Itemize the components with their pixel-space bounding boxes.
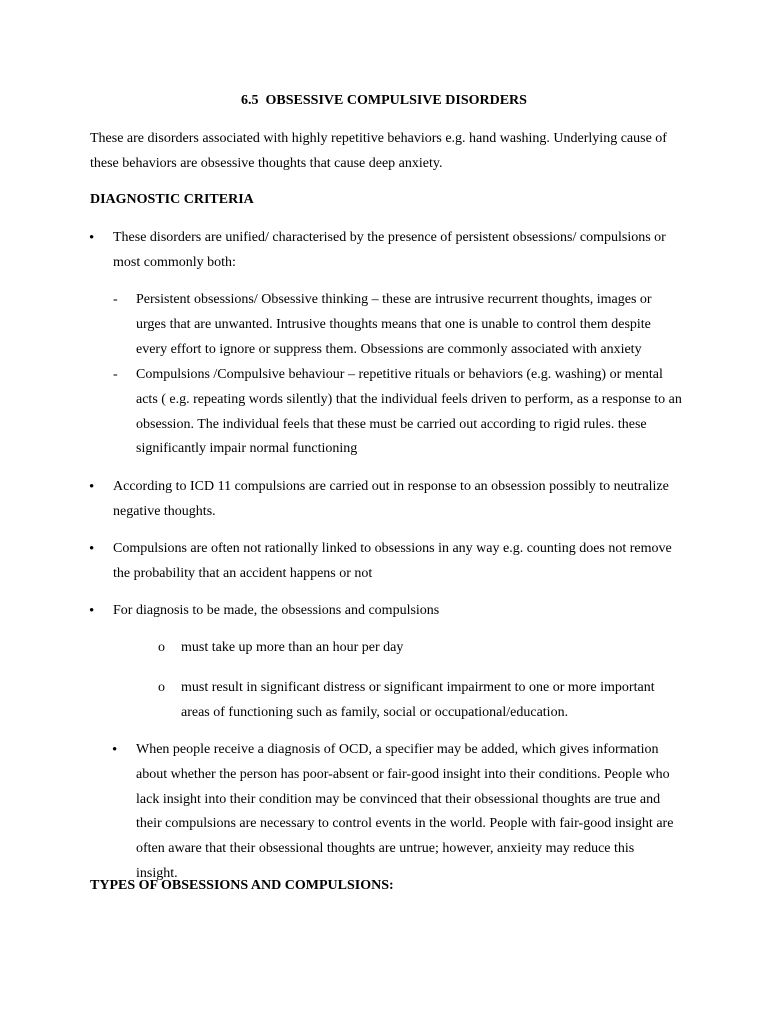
dash-icon: - bbox=[113, 292, 118, 307]
bullet-icon: • bbox=[89, 541, 95, 557]
circle-bullet-icon: o bbox=[158, 680, 165, 695]
diagnostic-criteria-heading: DIAGNOSTIC CRITERIA bbox=[90, 192, 254, 207]
criteria-bullet-1: These disorders are unified/ characterised by the presence of persistent obsessions/ compulsions or most commonly both: bbox=[113, 230, 666, 270]
dash-icon: - bbox=[113, 367, 118, 382]
bullet-icon: • bbox=[112, 742, 118, 758]
bullet-icon: • bbox=[89, 603, 95, 619]
section-title: 6.5 OBSESSIVE COMPULSIVE DISORDERS bbox=[241, 93, 527, 108]
bullet-icon: • bbox=[89, 230, 95, 246]
bullet-icon: • bbox=[89, 479, 95, 495]
criteria-bullet-3: Compulsions are often not rationally linked to obsessions in any way e.g. counting does not remove the probability that an accident happens or not bbox=[113, 541, 672, 581]
types-heading: TYPES OF OBSESSIONS AND COMPULSIONS: bbox=[90, 878, 394, 893]
sub-item-distress: must result in significant distress or significant impairment to one or more important areas of functioning such as family, social or occupational/education. bbox=[181, 680, 655, 720]
circle-bullet-icon: o bbox=[158, 640, 165, 655]
sub-item-obsessions: Persistent obsessions/ Obsessive thinking – these are intrusive recurrent thoughts, images or urges that are unwanted. Intrusive thoughts means that one is unable to control them despite every effort to ignore or suppress them. Obsessions are commonly associated with anxiety bbox=[136, 292, 652, 357]
sub-item-compulsions: Compulsions /Compulsive behaviour – repetitive rituals or behaviors (e.g. washing) or mental acts ( e.g. repeating words silently) that the individual feels driven to perform, as a response to an obsession. The individual feels that these must be carried out according to rigid rules. these significantly impair normal functioning bbox=[136, 367, 682, 457]
criteria-bullet-5: When people receive a diagnosis of OCD, a specifier may be added, which gives information about whether the person has poor-absent or fair-good insight into their conditions. People who lack insight into their condition may be convinced that their obsessional thoughts are true and their compulsions are necessary to control events in the world. People with fair-good insight are often aware that their obsessional thoughts are untrue; however, anxieity may reduce this insight. bbox=[136, 742, 674, 881]
criteria-bullet-2: According to ICD 11 compulsions are carried out in response to an obsession possibly to neutralize negative thoughts. bbox=[113, 479, 669, 519]
sub-item-hour-per-day: must take up more than an hour per day bbox=[181, 640, 404, 655]
criteria-bullet-4: For diagnosis to be made, the obsessions and compulsions bbox=[113, 603, 440, 618]
intro-paragraph: These are disorders associated with highly repetitive behaviors e.g. hand washing. Underlying cause of these behaviors are obsessive thoughts that cause deep anxiety. bbox=[90, 131, 667, 171]
